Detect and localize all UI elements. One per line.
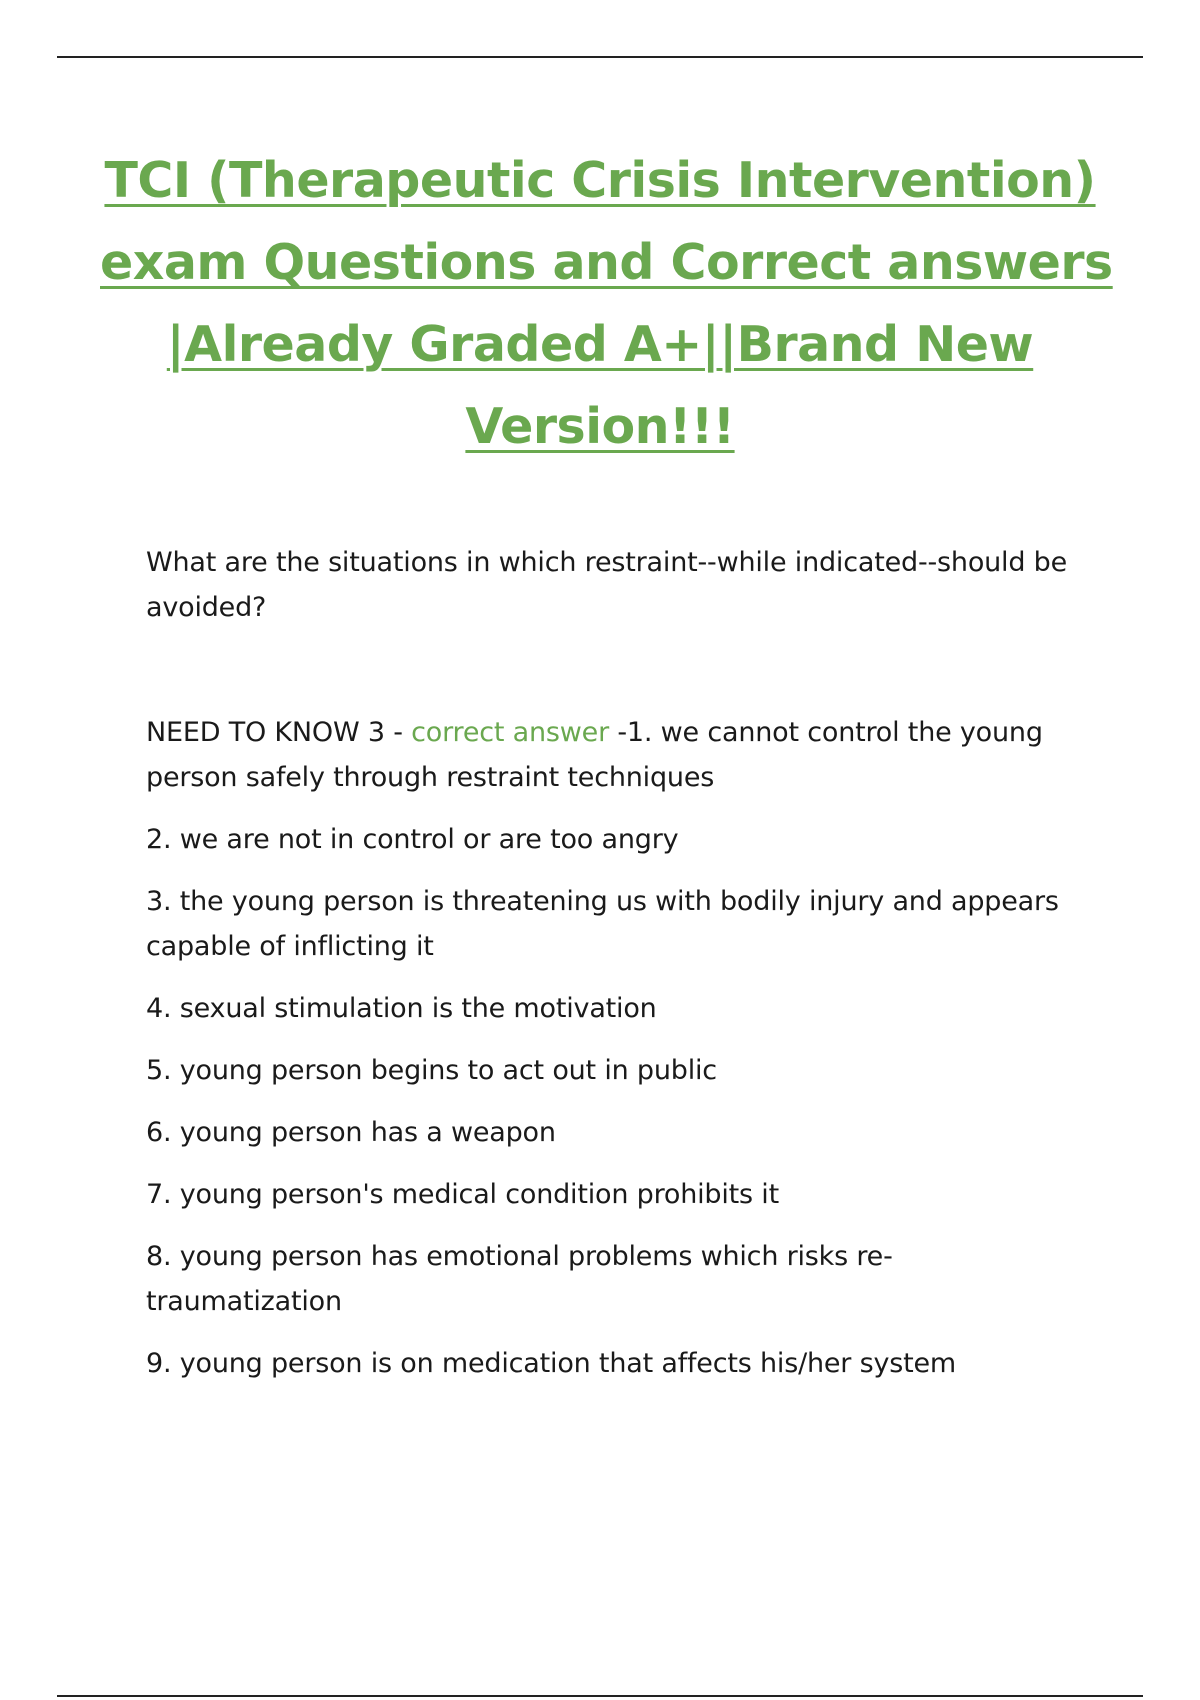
question-text: What are the situations in which restraint--while indicated--should be avoided?	[146, 547, 1068, 623]
correct-answer-label: correct answer	[411, 717, 609, 748]
answer-first-item	[146, 710, 1086, 800]
answer-item-3: 3. the young person is threatening us with bodily injury and appears capable of inflicting it	[146, 886, 1059, 962]
title-line-2: exam Questions and Correct answers	[100, 234, 1113, 291]
answer-item-9: 9. young person is on medication that affects his/her system	[146, 1348, 956, 1379]
title-line-1: TCI (Therapeutic Crisis Intervention)	[104, 152, 1096, 209]
answer-item-4: 4. sexual stimulation is the motivation	[146, 993, 657, 1024]
answer-item-1: -1. we cannot control the young person safely through restraint techniques	[146, 717, 1043, 793]
title-line-3: |Already Graded A+||Brand New	[166, 316, 1034, 373]
answer-prefix: NEED TO KNOW 3 -	[146, 717, 412, 748]
bottom-rule	[57, 1695, 1143, 1697]
answer-item-8: 8. young person has emotional problems which risks re-traumatization	[146, 1241, 893, 1317]
answer-item-6: 6. young person has a weapon	[146, 1117, 556, 1148]
answer-item-5: 5. young person begins to act out in public	[146, 1055, 717, 1086]
answer-item-2: 2. we are not in control or are too angry	[146, 824, 679, 855]
title-line-4: Version!!!	[465, 398, 735, 455]
answer-block	[146, 710, 1086, 1403]
answer-item-7: 7. young person's medical condition prohibits it	[146, 1179, 779, 1210]
document-title	[100, 140, 1113, 468]
top-rule	[57, 56, 1143, 58]
